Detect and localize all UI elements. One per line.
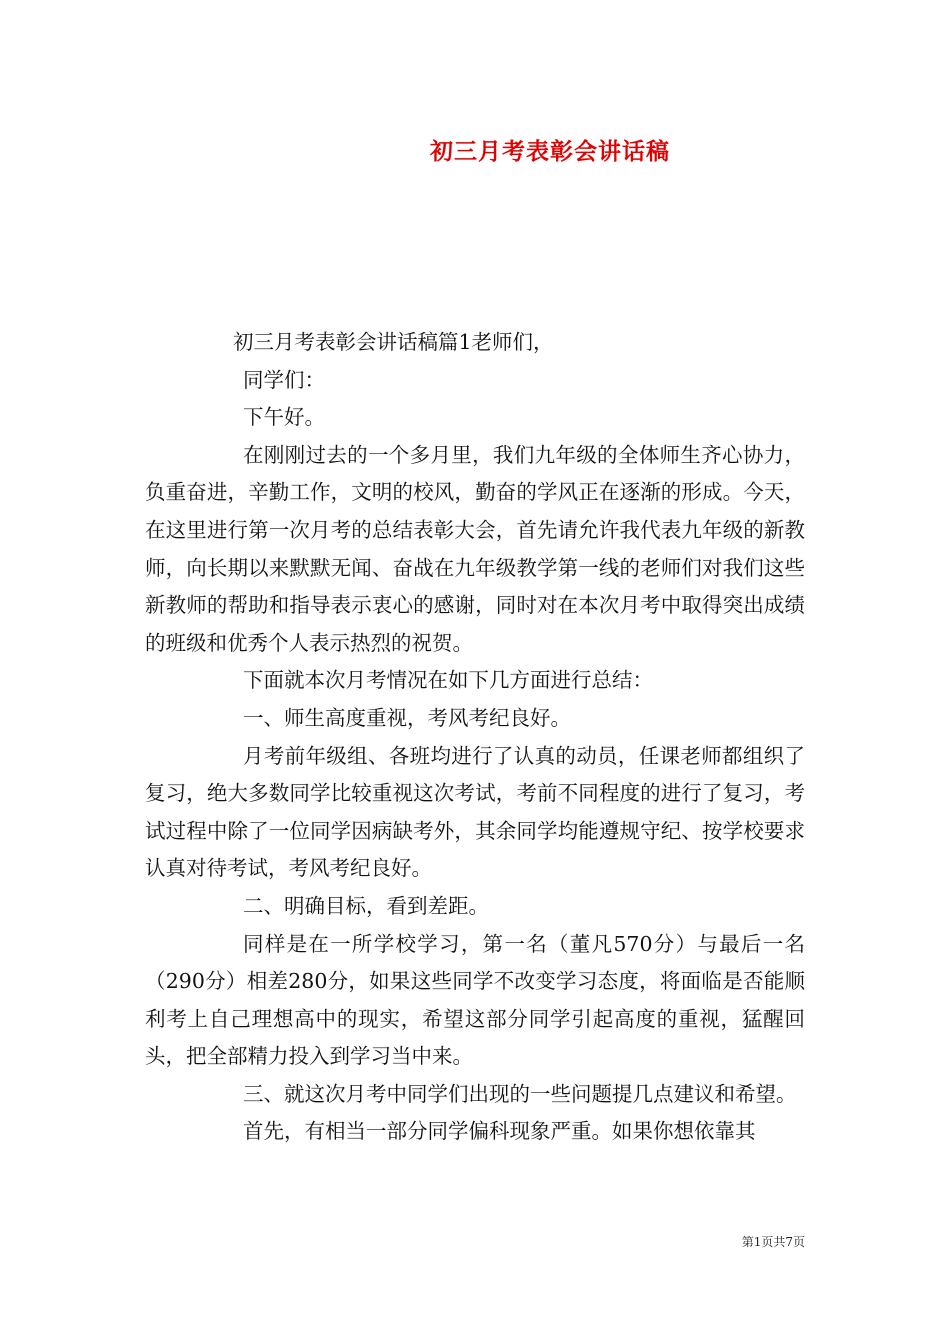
paragraph: 首先，有相当一部分同学偏科现象严重。如果你想依靠其: [243, 1119, 756, 1144]
paragraph: 月考前年级组、各班均进行了认真的动员，任课老师都组织了复习，绝大多数同学比较重视这次考试，考前不同程度的进行了复习，考试过程中除了一位同学因病缺考外，其余同学均能遵规守纪、按学校要求认真对待考试，考风考纪良好。: [145, 743, 805, 881]
paragraph: 下面就本次月考情况在如下几方面进行总结：: [243, 668, 653, 693]
document-title: 初三月考表彰会讲话稿: [430, 138, 670, 165]
paragraph: 二、明确目标，看到差距。: [243, 893, 489, 918]
paragraph: 同学们：: [243, 367, 325, 392]
page-number-footer: 第1页共7页: [741, 1235, 805, 1249]
paragraph: 一、师生高度重视，考风考纪良好。: [243, 705, 571, 730]
paragraph: 初三月考表彰会讲话稿篇1老师们，: [233, 330, 554, 354]
paragraph: 三、就这次月考中同学们出现的一些问题提几点建议和希望。: [243, 1081, 797, 1106]
document-body: [145, 324, 805, 1151]
paragraph: 同样是在一所学校学习，第一名（董凡570分）与最后一名（290分）相差280分，如果这些同学不改变学习态度，将面临是否能顺利考上自己理想高中的现实，希望这部分同学引起高度的重视，猛醒回头，把全部精力投入到学习当中来。: [145, 931, 805, 1069]
paragraph: 在刚刚过去的一个多月里，我们九年级的全体师生齐心协力，负重奋进，辛勤工作，文明的校风，勤奋的学风正在逐渐的形成。今天，在这里进行第一次月考的总结表彰大会，首先请允许我代表九年级的新教师，向长期以来默默无闻、奋战在九年级教学第一线的老师们对我们这些新教师的帮助和指导表示衷心的感谢，同时对在本次月考中取得突出成绩的班级和优秀个人表示热烈的祝贺。: [145, 442, 805, 655]
paragraph: 下午好。: [243, 405, 325, 430]
